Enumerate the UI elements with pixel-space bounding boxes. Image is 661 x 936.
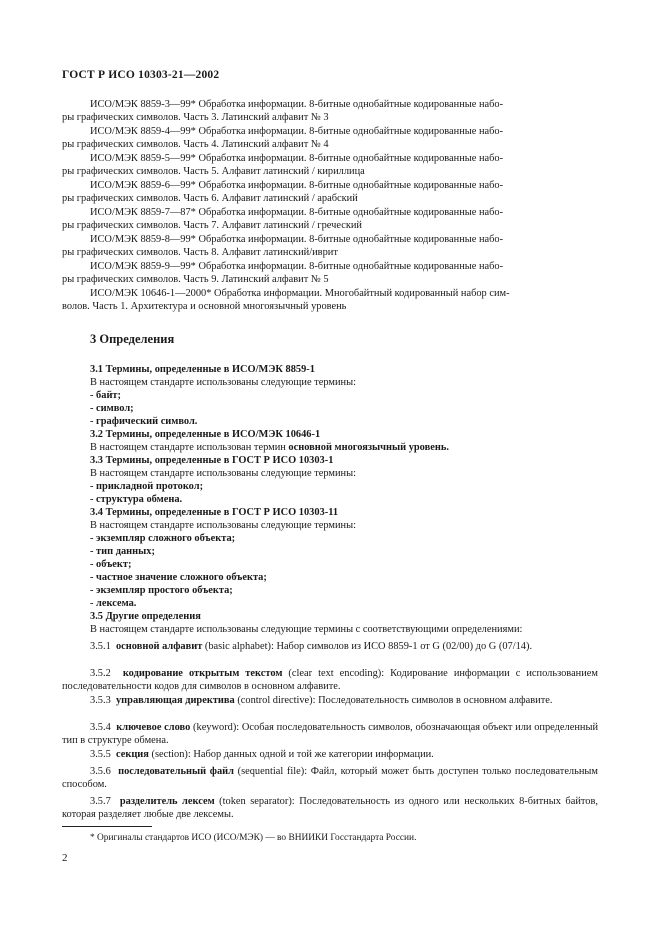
term-item: - объект; <box>90 559 132 570</box>
definition-entry: 3.5.1 основной алфавит (basic alphabet): Набор символов из ИСО 8859-1 от G (02/00) до G (07/14). <box>90 641 533 652</box>
term-item: - графический символ. <box>90 416 198 427</box>
term-item: - прикладной протокол; <box>90 481 204 492</box>
section-title: 3 Определения <box>90 332 175 346</box>
reference-entry: ИСО/МЭК 8859-4—99* Обработка информации. 8-битные однобайтные кодированные набо- ры графических символов. Часть 4. Латинский алфавит № 4 <box>62 126 504 151</box>
reference-entry: ИСО/МЭК 8859-8—99* Обработка информации. 8-битные однобайтные кодированные набо- ры графических символов. Часть 8. Алфавит латинский/иврит <box>62 234 504 259</box>
definition-entry: 3.5.7 разделитель лексем (token separator): Последовательность из одного или нескольких 8-битных байтов, которая разделяет любые две лексемы. <box>62 796 598 821</box>
subsection-intro: В настоящем стандарте использованы следующие термины: <box>90 377 356 388</box>
term-item: - частное значение сложного объекта; <box>90 572 267 583</box>
subsection-intro: В настоящем стандарте использован термин основной многоязычный уровень. <box>90 442 449 453</box>
reference-entry: ИСО/МЭК 8859-9—99* Обработка информации. 8-битные однобайтные кодированные набо- ры графических символов. Часть 9. Латинский алфавит № 5 <box>62 261 504 286</box>
term-item: - лексема. <box>90 598 137 609</box>
subsection-heading: 3.2 Термины, определенные в ИСО/МЭК 10646-1 <box>90 429 321 440</box>
footnote: * Оригиналы стандартов ИСО (ИСО/МЭК) — во ВНИИКИ Госстандарта России. <box>90 833 417 843</box>
definition-entry: 3.5.4 ключевое слово (keyword): Особая последовательность символов, обозначающая объект или определенный тип в структуре обмена. <box>62 722 599 747</box>
term-item: - экземпляр простого объекта; <box>90 585 233 596</box>
subsection-intro: В настоящем стандарте использованы следующие термины: <box>90 520 356 531</box>
subsection-heading: 3.3 Термины, определенные в ГОСТ Р ИСО 10303-1 <box>90 455 334 466</box>
term-item: - структура обмена. <box>90 494 183 505</box>
reference-entry: ИСО/МЭК 8859-7—87* Обработка информации. 8-битные однобайтные кодированные набо- ры графических символов. Часть 7. Алфавит латинский / греческий <box>62 207 504 232</box>
definition-entry: 3.5.2 кодирование открытым текстом (clear text encoding): Кодирование информации с использованием последовательности кодов для символов в основном алфавите. <box>62 668 598 693</box>
reference-entry: ИСО/МЭК 8859-5—99* Обработка информации. 8-битные однобайтные кодированные набо- ры графических символов. Часть 5. Алфавит латинский / кириллица <box>62 153 504 178</box>
definition-entry: 3.5.6 последовательный файл (sequential file): Файл, который может быть доступен только последовательным способом. <box>62 766 598 791</box>
footnote-divider <box>62 826 152 827</box>
reference-entry: ИСО/МЭК 10646-1—2000* Обработка информации. Многобайтный кодированный набор сим- волов. Часть 1. Архитектура и основной многоязычный уровень <box>62 288 510 313</box>
definition-entry: 3.5.5 секция (section): Набор данных одной и той же категории информации. <box>90 749 434 760</box>
document-header: ГОСТ Р ИСО 10303-21—2002 <box>62 69 220 81</box>
reference-entry: ИСО/МЭК 8859-6—99* Обработка информации. 8-битные однобайтные кодированные набо- ры графических символов. Часть 6. Алфавит латинский / арабский <box>62 180 504 205</box>
subsection-heading: 3.4 Термины, определенные в ГОСТ Р ИСО 10303-11 <box>90 507 339 518</box>
definition-entry: 3.5.3 управляющая директива (control directive): Последовательность символов в основном алфавите. <box>90 695 553 706</box>
subsection-intro: В настоящем стандарте использованы следующие термины с соответствующими определениями: <box>90 624 523 635</box>
subsection-heading: 3.5 Другие определения <box>90 611 201 622</box>
term-item: - тип данных; <box>90 546 155 557</box>
page-number: 2 <box>62 852 68 864</box>
term-item: - экземпляр сложного объекта; <box>90 533 236 544</box>
term-item: - байт; <box>90 390 121 401</box>
reference-entry: ИСО/МЭК 8859-3—99* Обработка информации. 8-битные однобайтные кодированные набо- ры графических символов. Часть 3. Латинский алфавит № 3 <box>62 99 504 124</box>
term-item: - символ; <box>90 403 134 414</box>
subsection-intro: В настоящем стандарте использованы следующие термины: <box>90 468 356 479</box>
term-inline: основной многоязычный уровень. <box>288 442 449 453</box>
subsection-heading: 3.1 Термины, определенные в ИСО/МЭК 8859-1 <box>90 364 315 375</box>
